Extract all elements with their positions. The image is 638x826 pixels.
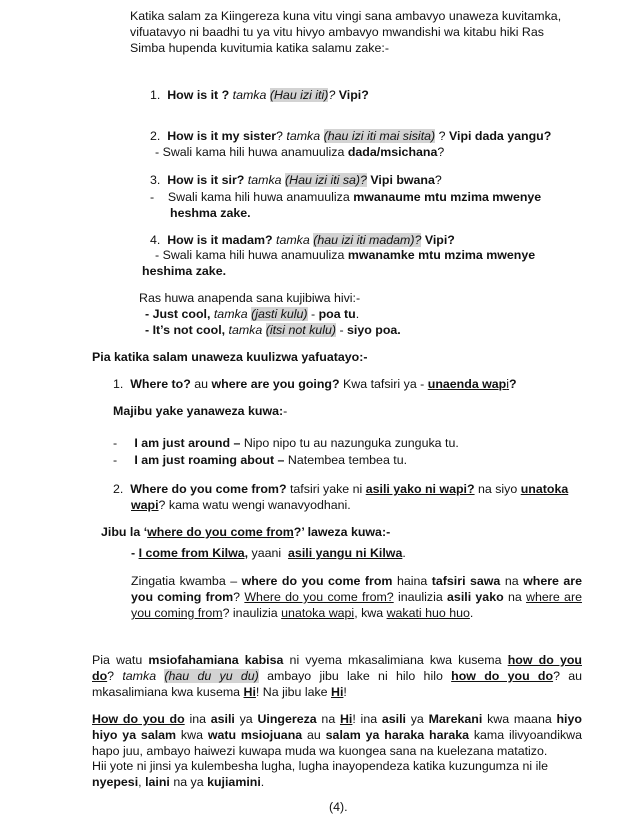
text: yaani [251,546,282,560]
jibu-heading [101,525,390,540]
jibu-heading-phrase: where do you come from [147,525,294,539]
swahili-meaning: Nipo nipo tu au nazunguka zunguka tu. [243,436,459,450]
text: haina [396,574,428,588]
text: ina [189,712,206,726]
english-phrase-underlined: where are [526,590,582,604]
text: ni vyema mkasalimiana kwa kusema [289,653,502,667]
english-phrase: Hi [331,685,344,699]
bold-text: asili yako [447,590,504,604]
note-bold: heshma zake. [170,206,251,220]
section-heading: Pia katika salam unaweza kuulizwa yafuatayo:- [92,350,368,364]
para1-line-2 [92,669,582,684]
text: na siyo [478,482,518,496]
para2-line-5 [92,775,264,790]
text: ? inaulizia [222,606,278,620]
para2-line-4: Hii yote ni jinsi ya kulembesha lugha, lugha inayopendeza katika kuzungumza ni ile [92,759,548,773]
bold-text: asili [210,712,235,726]
question-mark: ? [328,88,336,102]
text: na ya [173,775,204,789]
note-bold: dada/msichana [347,145,438,159]
question-mark: ? [438,129,446,143]
item-number: 2. [113,482,124,496]
english-phrase: How is it ? [167,88,230,102]
tamka-label: tamka [247,173,282,187]
english-phrase: Hi [339,712,353,726]
tamka-label: tamka [228,323,263,337]
text: na [504,574,519,588]
swahili-underlined: wakati huo huo [386,606,470,620]
pronunciation: (itsi not kulu) [265,323,336,337]
text: ! Na jibu lake [255,685,328,699]
english-phrase: where do you come from [241,574,393,588]
text: kama ilivyoandikwa [473,728,582,742]
swahili-meaning-tail: i [506,377,510,391]
cool-line-2 [145,323,401,338]
english-phrase: How do you do [92,712,185,726]
text: ! ina [352,712,378,726]
tamka-label: tamka [213,307,248,321]
bold-text: salam ya haraka haraka [325,728,469,742]
greeting-item-4-note-cont [142,264,226,279]
conjunction: au [194,377,209,391]
swahili-meaning: wapi [131,498,159,512]
note-end: ? [437,145,445,159]
bold-text: hiyo [556,712,582,726]
pronunciation: (Hau izi iti sa)? [285,173,367,187]
answers-heading: Majibu yake yanaweza kuwa:- [113,404,288,418]
item-number: 3. [150,173,161,187]
answer-2 [113,453,407,468]
text: ambayo jibu lake ni hilo hilo [267,669,443,683]
pronunciation: (hau du yu du) [164,669,259,683]
note-text: Swali kama hili huwa anamuuliza [167,190,350,204]
bold-text: laini [145,775,170,789]
intro-line-2: vifuatavyo ni baadhi tu ya vitu hivyo ambavyo mwandishi wa kitabu hiki Ras [130,25,544,39]
swahili-meaning: unatoka [520,482,569,496]
para1-line-3 [92,685,347,700]
tamka-label: tamka [232,88,267,102]
pronunciation: (hau izi iti madam)? [313,233,422,247]
bold-text: nyepesi [92,775,139,789]
bold-text: Marekani [428,712,483,726]
pronunciation: (Hau izi iti) [269,88,329,102]
item-number: 4. [150,233,161,247]
period: . [469,606,474,620]
swahili-meaning: asili yako ni wapi? [365,482,475,496]
text: na [321,712,336,726]
text: ! [343,685,347,699]
jibu-heading-end: ?’ laweza kuwa:- [293,525,391,539]
greeting-item-4-note [155,248,535,263]
text: , [138,775,142,789]
greeting-item-3 [150,173,442,188]
english-phrase: - It’s not cool, [145,323,226,337]
english-phrase: how do you [507,653,582,667]
text: ? [233,590,241,604]
english-phrase: where are [523,574,583,588]
text: au [307,728,321,742]
swahili-meaning: siyo poa. [347,323,401,337]
text: na [507,590,522,604]
question-1 [113,377,517,392]
dash: - [113,453,118,467]
bold-text: hiyo ya salam [92,728,177,742]
question-mark: ? [509,377,517,391]
english-phrase: How is it my sister [167,129,277,143]
greeting-item-3-note [150,190,541,205]
english-phrase: - Just cool, [145,307,211,321]
english-phrase: you coming from [131,590,234,604]
swahili-meaning: unaenda wap [427,377,507,391]
cool-lead: Ras huwa anapenda sana kujibiwa hivi:- [139,291,361,305]
para2-line-3: hapo juu, ambayo haiwezi kuwapa muda wa kuongea sana na kuelezana matatizo. [92,744,548,758]
text: Kwa tafsiri ya [343,377,417,391]
tamka-label: tamka [122,669,157,683]
cool-line-1: - Just cool, tamka (jasti kulu) - poa tu. [145,307,360,321]
greeting-item-3-note-cont [170,206,251,221]
bold-text: msiofahamiana kabisa [148,653,284,667]
kilwa-example [131,546,406,561]
english-phrase: how do you do [451,669,554,683]
text: ya [410,712,424,726]
item-number: 1. [150,88,161,102]
text: mkasalimiana kwa kusema [92,685,241,699]
answer-1 [113,436,459,451]
bold-text: kujiamini [207,775,261,789]
jibu-heading-start: Jibu la ‘ [101,525,148,539]
para1-line-1 [92,653,582,668]
greeting-item-1 [150,88,369,103]
tamka-label: tamka [286,129,321,143]
zingatia-line-3 [131,606,473,621]
pronunciation: (jasti kulu) [251,307,308,321]
text: kwa [180,728,203,742]
english-phrase: I am just around – [134,436,241,450]
item-number: 1. [113,377,124,391]
dash: - [131,546,139,560]
text: Pia watu [92,653,143,667]
english-phrase: I come from Kilwa, [138,546,249,560]
swahili-meaning: Vipi? [338,88,369,102]
greeting-item-4 [150,233,455,248]
para2-line-1 [92,712,582,727]
tamka-label: tamka [276,233,310,247]
text: , kwa [354,606,384,620]
bold-text: tafsiri sawa [431,574,501,588]
swahili-meaning: Vipi? [424,233,455,247]
bold-text: watu msiojuana [207,728,303,742]
english-phrase: where are you going? [211,377,340,391]
note-dash: - [150,190,155,204]
swahili-meaning: asili yangu ni Kilwa [288,546,403,560]
swahili-meaning: Vipi bwana [370,173,435,187]
text: ? au [553,669,583,683]
english-phrase: do [92,669,108,683]
english-phrase-underlined: Where do you come from? [244,590,394,604]
answers-heading-text: Majibu yake yanaweza kuwa: [113,404,284,418]
dash: - [310,307,316,321]
period: . [260,775,265,789]
intro-line-1: Katika salam za Kiingereza kuna vitu vingi sana ambavyo unaweza kuvitamka, [130,9,562,23]
text: ? [107,669,115,683]
text: ? kama watu wengi wanavyodhani. [158,498,351,512]
english-phrase: How is it sir? [167,173,245,187]
swahili-meaning: Vipi dada yangu? [448,129,552,143]
zingatia-line-1 [131,574,582,589]
text: inaulizia [397,590,443,604]
text: tafsiri yake ni [289,482,363,496]
page-number: (4). [329,800,348,814]
english-phrase: Hi [243,685,256,699]
note-bold: mwanamke mtu mzima mwenye [347,248,536,262]
english-phrase: Where to? [130,377,191,391]
swahili-meaning: poa tu [318,307,356,321]
note-text: - Swali kama hili huwa anamuuliza [155,248,345,262]
question-mark: ? [434,173,442,187]
text: kwa maana [487,712,552,726]
english-phrase: How is it madam? [167,233,273,247]
bold-text: asili [381,712,406,726]
pronunciation: (hau izi iti mai sisita) [323,129,436,143]
item-number: 2. [150,129,161,143]
period: . [402,546,406,560]
swahili-meaning: Natembea tembea tu. [287,453,408,467]
dash: - [113,436,118,450]
dash: - [339,323,344,337]
note-text: - Swali kama hili huwa anamuuliza [155,145,345,159]
question-2 [113,482,568,497]
english-phrase: I am just roaming about – [134,453,285,467]
text: Zingatia kwamba – [131,574,238,588]
greeting-item-2-note [155,145,444,160]
text: ya [239,712,253,726]
question-2-cont [131,498,351,513]
para2-line-2 [92,728,582,743]
english-phrase-underlined: you coming from [131,606,223,620]
intro-line-3: Simba hupenda kuvitumia katika salamu zake:- [130,41,389,55]
note-bold: heshima zake. [142,264,227,278]
note-bold: mwanaume mtu mzima mwenye [353,190,542,204]
swahili-underlined: unatoka wapi [281,606,355,620]
bold-text: Uingereza [257,712,317,726]
english-phrase: Where do you come from? [130,482,287,496]
zingatia-line-2 [131,590,582,605]
dash: - [420,377,425,391]
question-mark: ? [276,129,283,143]
greeting-item-2 [150,129,551,144]
